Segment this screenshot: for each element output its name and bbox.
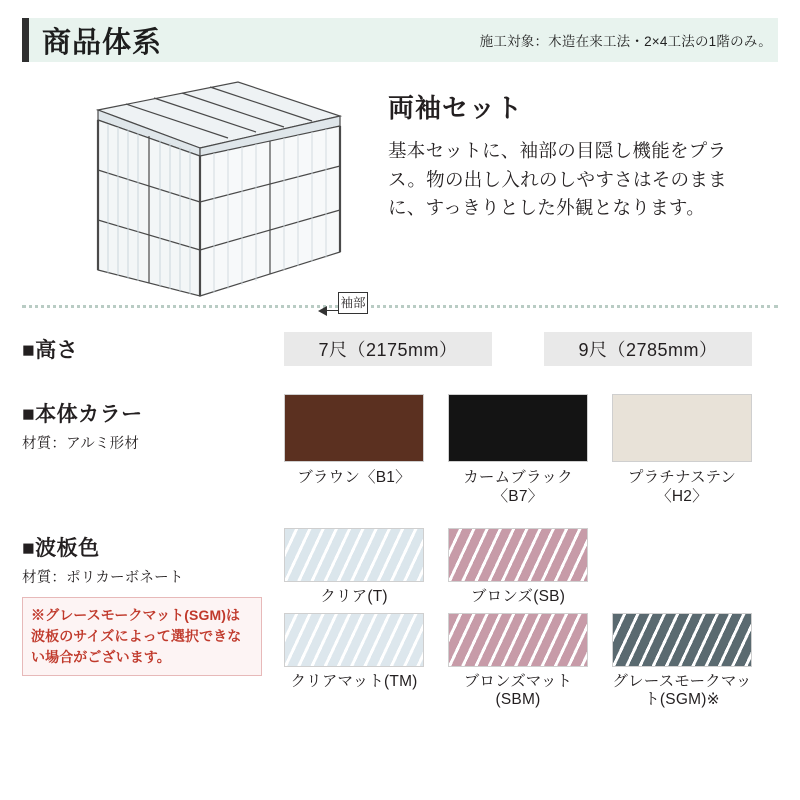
height-options	[284, 330, 752, 366]
page-title: 商品体系	[42, 26, 163, 59]
wave-caption-clear-matte: クリアマット(TM)	[290, 672, 418, 690]
body-color-option-brown[interactable]	[284, 394, 424, 506]
wave-caption-bronze: ブロンズ(SB)	[470, 588, 566, 606]
swatch-clear-matte[interactable]	[284, 613, 424, 667]
page-header	[22, 18, 778, 62]
swatch-bronze-matte[interactable]	[448, 613, 588, 667]
wave-color-warning: ※グレースモークマット(SGM)は波板のサイズによって選択できない場合がございます。	[22, 597, 262, 676]
body-color-material: 材質：アルミ形材	[22, 436, 140, 452]
height-label-group	[22, 330, 284, 366]
wave-caption-grey-smoke-matte: グレースモークマット(SGM)※	[612, 672, 752, 709]
section-divider	[22, 305, 778, 308]
wave-option-bronze[interactable]	[448, 528, 588, 607]
callout-sleeve-label: 袖部	[338, 292, 368, 314]
swatch-caption-brown: ブラウン〈B1〉	[297, 469, 411, 486]
wave-color-swatches	[284, 528, 752, 710]
wave-option-clear[interactable]	[284, 528, 424, 607]
wave-color-row-1	[284, 528, 752, 607]
callout-arrow-icon	[318, 306, 327, 316]
height-label: ■高さ	[22, 339, 79, 362]
body-color-label-group	[22, 394, 284, 506]
header-note: 施工対象：木造在来工法・2×4工法の1階のみ。	[479, 34, 772, 49]
hero-title: 両袖セット	[388, 93, 524, 123]
body-color-label: ■本体カラー	[22, 403, 143, 426]
swatch-caption-platinum: プラチナステン〈H2〉	[627, 469, 737, 505]
header-accent-bar	[22, 18, 29, 62]
body-color-section	[22, 394, 778, 506]
height-option-1[interactable]: 7尺（2175mm）	[284, 332, 492, 366]
height-section	[22, 330, 778, 366]
swatch-caption-black: カームブラック〈B7〉	[463, 469, 573, 505]
hero-section	[22, 74, 778, 310]
swatch-grey-smoke-matte[interactable]	[612, 613, 752, 667]
swatch-brown[interactable]	[284, 394, 424, 462]
height-option-2[interactable]: 9尺（2785mm）	[544, 332, 752, 366]
swatch-platinum-stain[interactable]	[612, 394, 752, 462]
swatch-clear[interactable]	[284, 528, 424, 582]
wave-color-row-2	[284, 613, 752, 710]
body-color-option-black[interactable]	[448, 394, 588, 506]
body-color-option-platinum[interactable]	[612, 394, 752, 506]
wave-option-grey-smoke-matte[interactable]	[612, 613, 752, 710]
wave-color-label: ■波板色	[22, 537, 100, 561]
hero-text-area	[382, 74, 778, 299]
callout-leader-line	[324, 310, 338, 311]
swatch-calm-black[interactable]	[448, 394, 588, 462]
terrace-structure-illustration	[88, 74, 348, 304]
wave-color-label-group	[22, 528, 284, 710]
wave-caption-bronze-matte: ブロンズマット(SBM)	[463, 672, 573, 709]
body-color-swatches	[284, 394, 752, 506]
wave-caption-clear: クリア(T)	[320, 588, 388, 606]
wave-color-section	[22, 528, 778, 710]
wave-option-empty	[612, 528, 752, 607]
hero-description: 基本セットに、袖部の目隠し機能をプラス。物の出し入れのしやすさはそのままに、すっきりとした外観となります。	[388, 140, 727, 219]
swatch-bronze[interactable]	[448, 528, 588, 582]
wave-option-clear-matte[interactable]	[284, 613, 424, 710]
hero-illustration-area	[22, 74, 382, 310]
wave-color-material: 材質：ポリカーボネート	[22, 570, 184, 587]
wave-option-bronze-matte[interactable]	[448, 613, 588, 710]
